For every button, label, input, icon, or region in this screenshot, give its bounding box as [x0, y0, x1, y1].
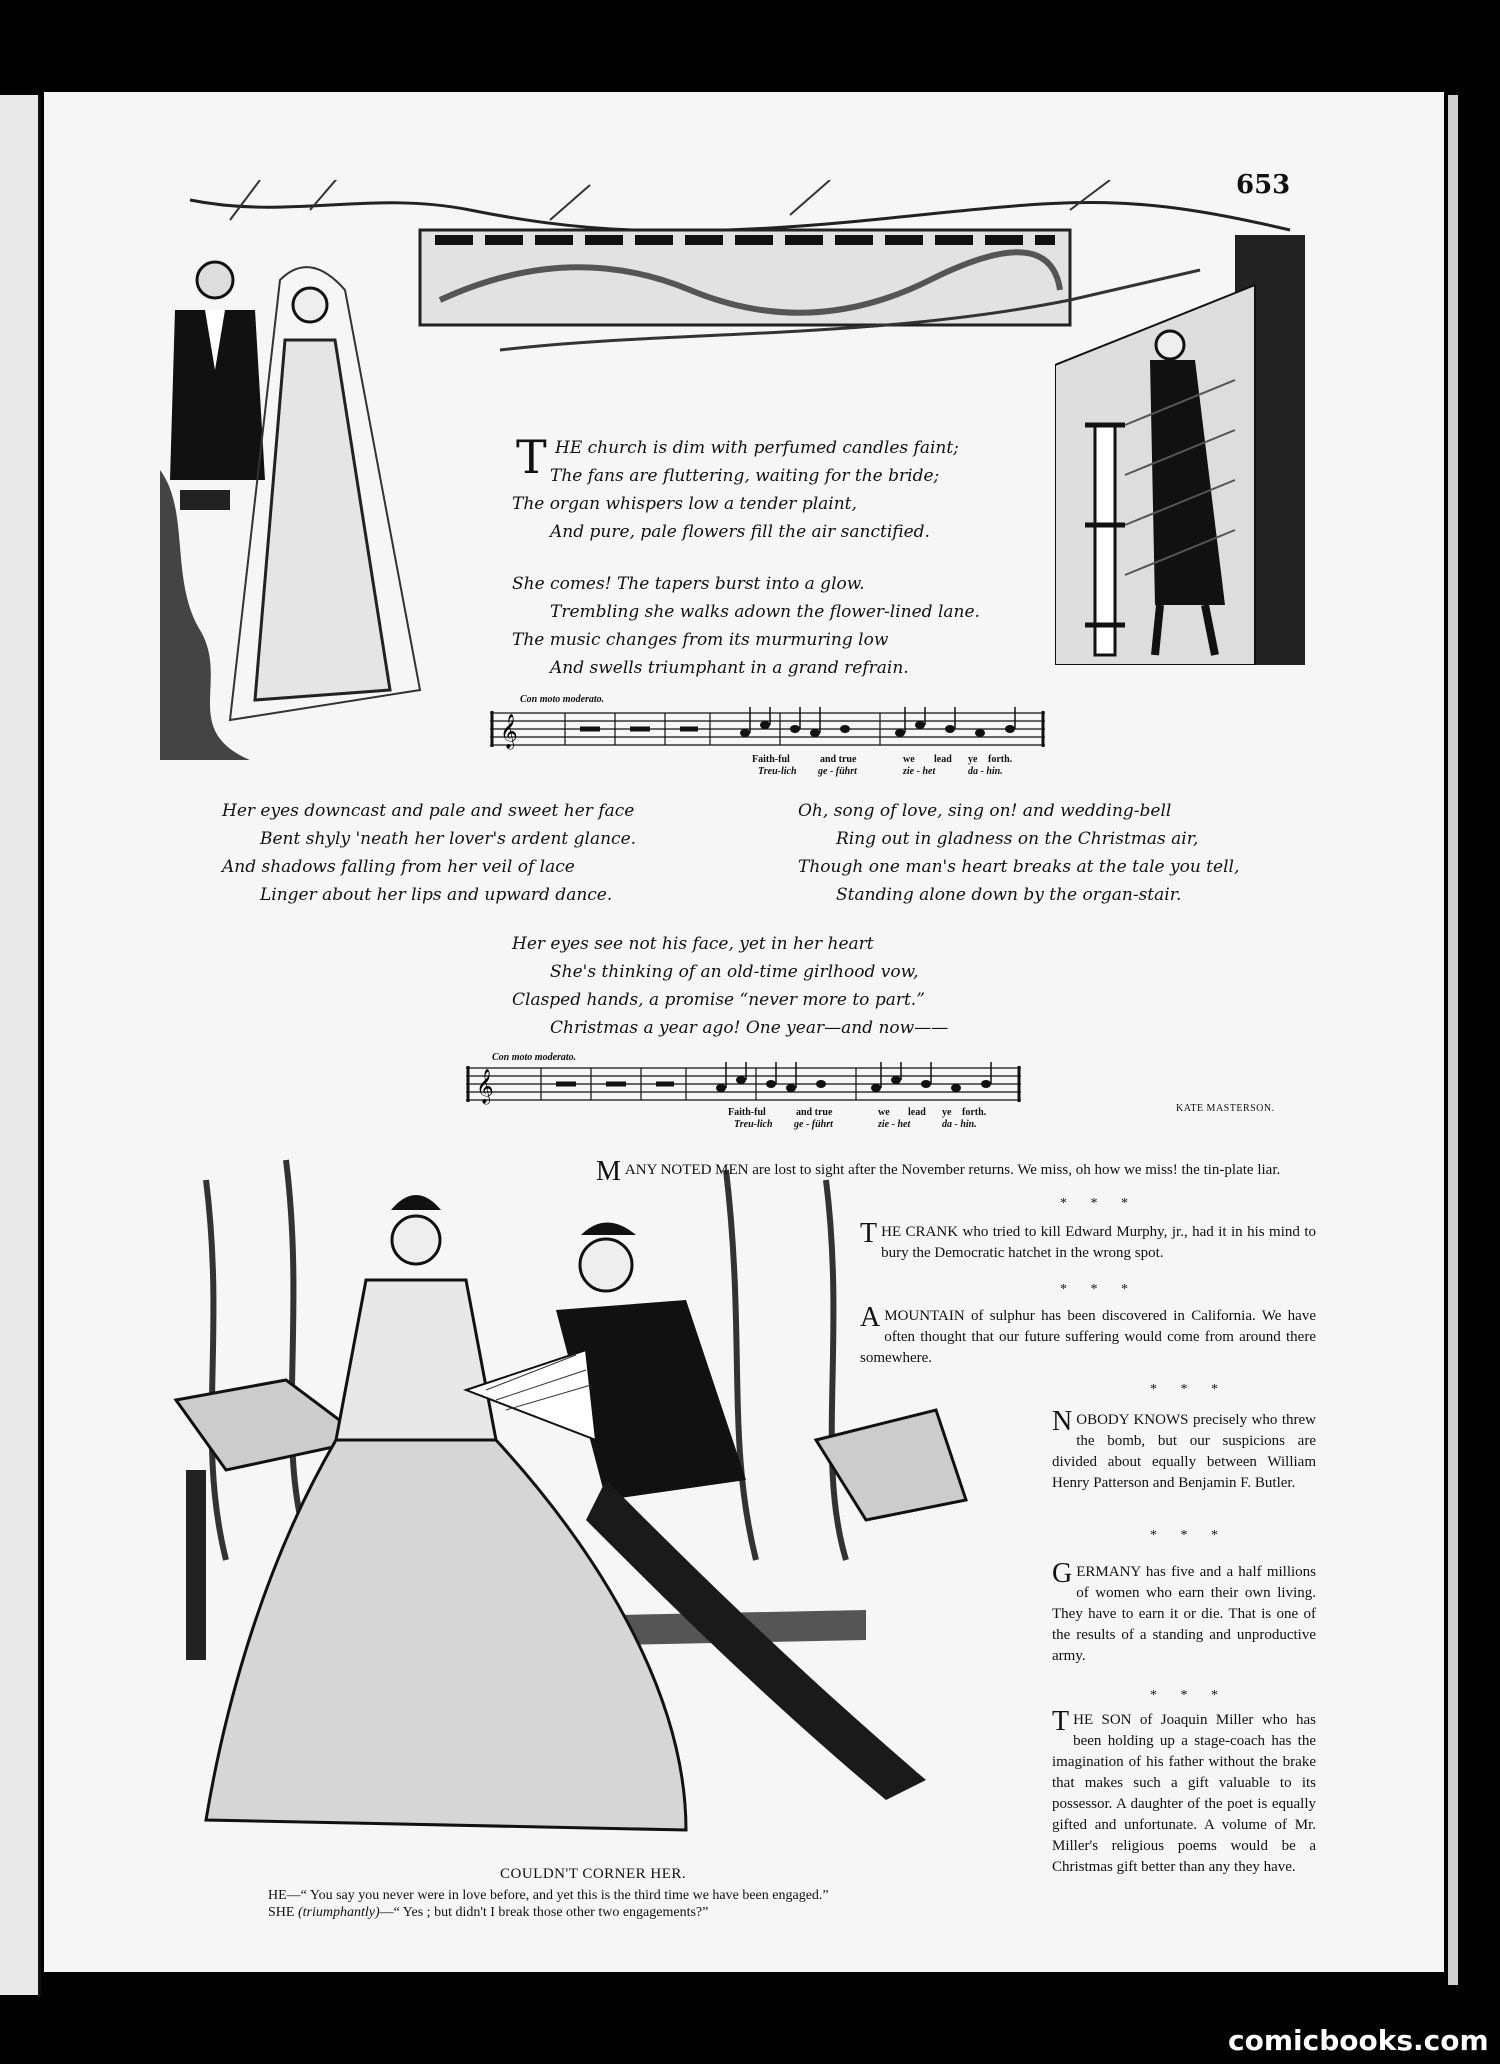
paragraph-joaquin-miller [1052, 1706, 1316, 1878]
paragraph-text: ANY NOTED MEN are lost to sight after the November returns. We miss, oh how we miss! the tin-plate liar. [624, 1162, 1281, 1178]
verse-line: Clasped hands, a promise “never more to part.” [512, 990, 925, 1010]
paragraph-text: OBODY KNOWS precisely who threw the bomb, but our suspicions are divided about equally between William Henry Patterson and Benjamin F. Butler. [1052, 1412, 1316, 1491]
paragraph-text: HE SON of Joaquin Miller who has been holding up a stage-coach has the imagination of his father without the brake that makes such a gift valuable to its possessor. A daughter of the poet is equally gifted and unfortunate. A volume of Mr. Miller's religious poems would be a Christmas gift better than any they have. [1052, 1712, 1316, 1875]
paragraph-text: MOUNTAIN of sulphur has been discovered in California. We have often thought that our future suffering would come from around there somewhere. [860, 1308, 1316, 1366]
verse-line: Trembling she walks adown the flower-lined lane. [550, 602, 980, 622]
verse-line: Oh, song of love, sing on! and wedding-bell [798, 801, 1172, 821]
separator: * * * [1150, 1382, 1228, 1397]
adjacent-page-edge [0, 95, 41, 1995]
paragraph-crank [860, 1218, 1316, 1264]
verse-line: The music changes from its murmuring low [512, 630, 889, 650]
verse-line: The organ whispers low a tender plaint, [512, 494, 857, 514]
lyric: ge - führt [818, 766, 857, 777]
paragraph-noted-men [596, 1156, 1316, 1187]
caption-he-text: —“ You say you never were in love before, and yet this is the third time we have been engaged.” [286, 1888, 829, 1903]
verse-line: She's thinking of an old-time girlhood vow, [550, 962, 919, 982]
stanza-5 [512, 930, 948, 1042]
stanza-1-cont [512, 462, 939, 546]
separator: * * * [1150, 1528, 1228, 1543]
paragraph-dropcap: G [1052, 1558, 1073, 1589]
lyric: Treu-lich [758, 766, 797, 777]
verse-line: Though one man's heart breaks at the tale you tell, [798, 857, 1240, 877]
verse-line: HE church is dim with perfumed candles faint; [555, 438, 959, 458]
caption-she-text: —“ Yes ; but didn't I break those other two engagements?” [379, 1905, 709, 1920]
stage-direction: (triumphantly) [297, 1905, 380, 1920]
lyric: we [903, 754, 915, 765]
verse-line: Her eyes see not his face, yet in her heart [512, 934, 874, 954]
lyric: Treu-lich [734, 1119, 773, 1130]
lyric: zie - het [878, 1119, 911, 1130]
music-staff-2 [466, 1060, 1026, 1108]
lyric: lead [908, 1107, 926, 1118]
lyric: ge - führt [794, 1119, 833, 1130]
speaker-he: HE [268, 1888, 287, 1903]
cartoon-caption-he [268, 1888, 829, 1904]
verse-line: Linger about her lips and upward dance. [260, 885, 613, 905]
stanza-1 [555, 434, 959, 462]
verse-line: The fans are fluttering, waiting for the bride; [550, 466, 940, 486]
stanza-4 [798, 797, 1239, 909]
lyric: da - hin. [968, 766, 1003, 777]
lyric: ye [942, 1107, 952, 1118]
man-on-stair-illustration [1055, 225, 1315, 665]
page-number: 653 [1236, 170, 1291, 200]
lyric: we [878, 1107, 890, 1118]
verse-line: And shadows falling from her veil of lace [222, 857, 575, 877]
page-binding-edge [1448, 95, 1458, 1985]
separator: * * * [1060, 1282, 1138, 1297]
svg-text:𝄞: 𝄞 [500, 714, 518, 749]
paragraph-mountain [860, 1302, 1316, 1369]
verse-line: Ring out in gladness on the Christmas air, [836, 829, 1199, 849]
cartoon-caption-title: COULDN'T CORNER HER. [500, 1866, 687, 1882]
verse-line: She comes! The tapers burst into a glow. [512, 574, 865, 594]
paragraph-dropcap: N [1052, 1406, 1073, 1437]
lyric: da - hin. [942, 1119, 977, 1130]
paragraph-dropcap: T [860, 1218, 878, 1249]
lyric: forth. [988, 754, 1013, 765]
lyric: zie - het [903, 766, 936, 777]
lyric: Faith-ful [728, 1107, 766, 1118]
separator: * * * [1150, 1688, 1228, 1703]
paragraph-dropcap: M [596, 1156, 621, 1187]
lyric: and true [796, 1107, 833, 1118]
stanza-2 [512, 570, 980, 682]
verse-line: Christmas a year ago! One year—and now—— [550, 1018, 949, 1038]
poem-author: KATE MASTERSON. [1176, 1103, 1275, 1114]
verse-line: Bent shyly 'neath her lover's ardent glance. [260, 829, 637, 849]
paragraph-text: HE CRANK who tried to kill Edward Murphy, jr., had it in his mind to bury the Democratic hatchet in the wrong spot. [881, 1224, 1316, 1261]
paragraph-nobody-knows [1052, 1406, 1316, 1494]
verse-line: And swells triumphant in a grand refrain. [550, 658, 909, 678]
stanza1-dropcap: T [516, 430, 547, 484]
music-tempo-2: Con moto moderato. [492, 1052, 577, 1063]
paragraph-dropcap: A [860, 1302, 881, 1333]
paragraph-text: ERMANY has five and a half millions of women who earn their own living. They have to earn it or die. That is one of the results of a standing and unproductive army. [1052, 1564, 1316, 1664]
source-watermark: comicbooks.com [1228, 2024, 1489, 2057]
svg-text:𝄞: 𝄞 [476, 1069, 494, 1104]
lyric: forth. [962, 1107, 987, 1118]
lyric: Faith-ful [752, 754, 790, 765]
bride-groom-illustration [160, 250, 460, 770]
paragraph-dropcap: T [1052, 1706, 1070, 1737]
lyric: lead [934, 754, 952, 765]
verse-line: Standing alone down by the organ-stair. [836, 885, 1182, 905]
verse-line: Her eyes downcast and pale and sweet her face [222, 801, 635, 821]
speaker-she: SHE [268, 1905, 295, 1920]
lyric: ye [968, 754, 978, 765]
stanza-3 [222, 797, 636, 909]
lyric: and true [820, 754, 857, 765]
cartoon-caption-she [268, 1905, 708, 1921]
verse-line: And pure, pale flowers fill the air sanctified. [550, 522, 930, 542]
music-staff-1 [490, 705, 1050, 753]
paragraph-germany [1052, 1558, 1316, 1667]
music-tempo-1: Con moto moderato. [520, 694, 605, 705]
separator: * * * [1060, 1196, 1138, 1211]
